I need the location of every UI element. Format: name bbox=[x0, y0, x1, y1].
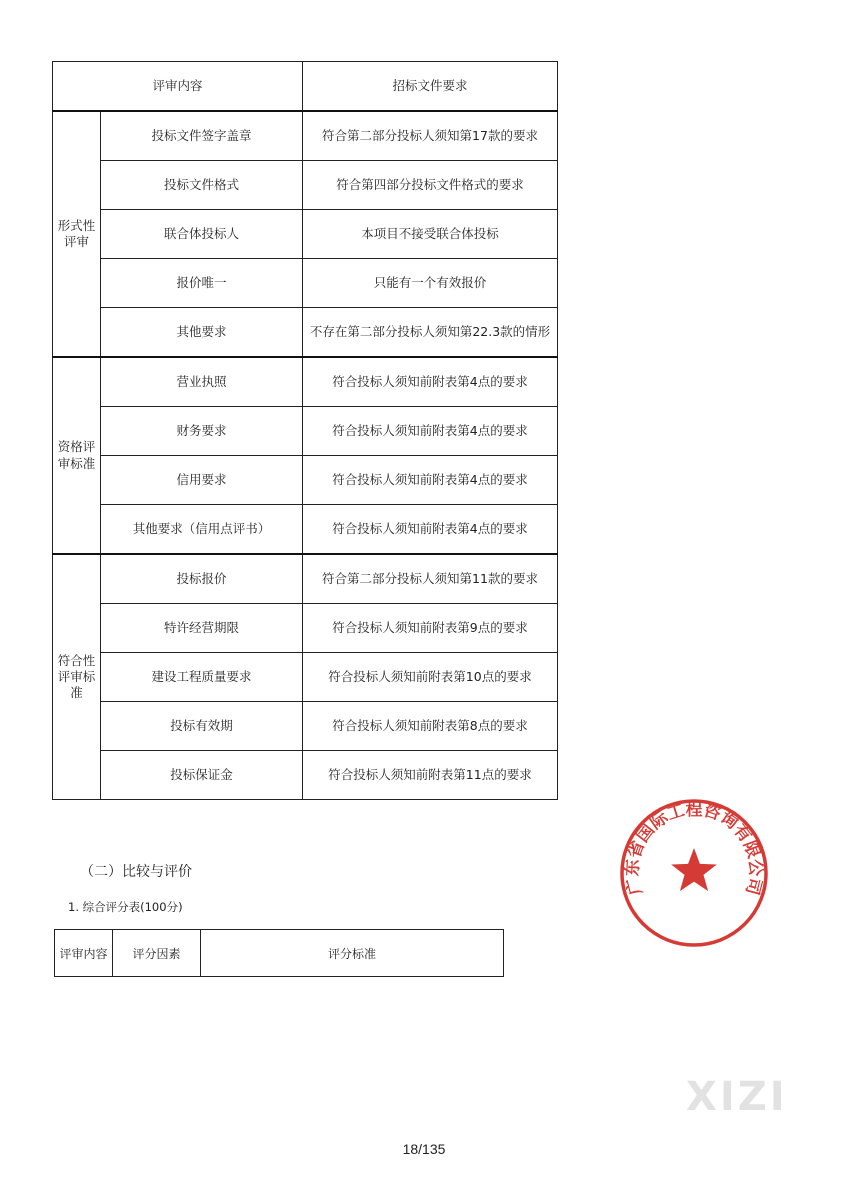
review-requirement: 符合投标人须知前附表第8点的要求 bbox=[303, 702, 558, 751]
table-row bbox=[53, 751, 558, 800]
table-row bbox=[53, 111, 558, 161]
review-requirement: 符合投标人须知前附表第10点的要求 bbox=[303, 653, 558, 702]
review-requirement: 符合投标人须知前附表第11点的要求 bbox=[303, 751, 558, 800]
review-item: 信用要求 bbox=[101, 456, 303, 505]
seal-text: 广东省国际工程咨询有限公司 bbox=[622, 799, 766, 897]
review-item: 其他要求（信用点评书） bbox=[101, 505, 303, 555]
review-requirement: 只能有一个有效报价 bbox=[303, 259, 558, 308]
review-requirement: 符合第二部分投标人须知第17款的要求 bbox=[303, 111, 558, 161]
score-header-content: 评审内容 bbox=[55, 930, 113, 977]
table-row bbox=[53, 702, 558, 751]
xizi-watermark: XIZI bbox=[686, 1074, 788, 1120]
review-requirement: 不存在第二部分投标人须知第22.3款的情形 bbox=[303, 308, 558, 358]
group-formal-review: 形式性评审 bbox=[53, 111, 101, 357]
review-item: 投标文件格式 bbox=[101, 161, 303, 210]
section-title: （二）比较与评价 bbox=[80, 864, 192, 880]
score-table bbox=[54, 929, 504, 977]
review-item: 投标报价 bbox=[101, 554, 303, 604]
table-row bbox=[53, 161, 558, 210]
table-row bbox=[53, 554, 558, 604]
table-row bbox=[53, 357, 558, 407]
review-item: 投标有效期 bbox=[101, 702, 303, 751]
review-requirement: 符合投标人须知前附表第4点的要求 bbox=[303, 357, 558, 407]
review-criteria-table bbox=[52, 61, 558, 800]
group-conformity-review: 符合性评审标准 bbox=[53, 554, 101, 800]
review-item: 投标保证金 bbox=[101, 751, 303, 800]
review-requirement: 本项目不接受联合体投标 bbox=[303, 210, 558, 259]
review-item: 财务要求 bbox=[101, 407, 303, 456]
score-header-factor: 评分因素 bbox=[113, 930, 201, 977]
page-number: 18/135 bbox=[402, 1141, 446, 1157]
header-review-content: 评审内容 bbox=[53, 62, 303, 112]
review-requirement: 符合第四部分投标文件格式的要求 bbox=[303, 161, 558, 210]
table-row bbox=[53, 456, 558, 505]
table-row bbox=[53, 653, 558, 702]
review-requirement: 符合投标人须知前附表第4点的要求 bbox=[303, 407, 558, 456]
table-row bbox=[53, 308, 558, 358]
table-row bbox=[53, 210, 558, 259]
table-row bbox=[53, 407, 558, 456]
review-requirement: 符合投标人须知前附表第4点的要求 bbox=[303, 456, 558, 505]
score-table-header-row bbox=[55, 930, 504, 977]
score-header-standard: 评分标准 bbox=[201, 930, 504, 977]
review-requirement: 符合投标人须知前附表第4点的要求 bbox=[303, 505, 558, 555]
header-tender-requirement: 招标文件要求 bbox=[303, 62, 558, 112]
table-row bbox=[53, 604, 558, 653]
review-requirement: 符合投标人须知前附表第9点的要求 bbox=[303, 604, 558, 653]
score-table-subtitle: 1. 综合评分表(100分) bbox=[68, 900, 183, 914]
review-item: 投标文件签字盖章 bbox=[101, 111, 303, 161]
group-qualification-review: 资格评审标准 bbox=[53, 357, 101, 554]
review-item: 其他要求 bbox=[101, 308, 303, 358]
review-item: 营业执照 bbox=[101, 357, 303, 407]
company-seal-stamp bbox=[617, 798, 771, 948]
review-table-header-row bbox=[53, 62, 558, 112]
table-row bbox=[53, 259, 558, 308]
review-item: 建设工程质量要求 bbox=[101, 653, 303, 702]
svg-text:广东省国际工程咨询有限公司 bbox=[622, 799, 766, 897]
review-item: 报价唯一 bbox=[101, 259, 303, 308]
table-row bbox=[53, 505, 558, 555]
review-item: 特许经营期限 bbox=[101, 604, 303, 653]
review-requirement: 符合第二部分投标人须知第11款的要求 bbox=[303, 554, 558, 604]
review-item: 联合体投标人 bbox=[101, 210, 303, 259]
